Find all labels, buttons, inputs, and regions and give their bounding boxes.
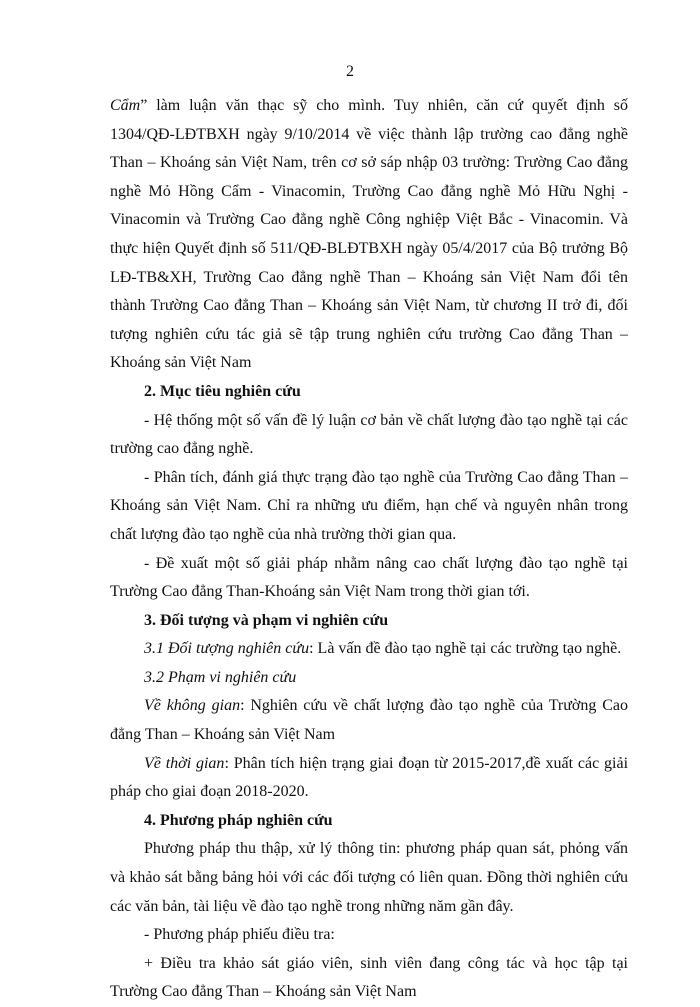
method-item-1: Phương pháp thu thập, xử lý thông tin: phương pháp quan sát, phỏng vấn và khảo sát bằng bảng hỏi với các đối tượng có liên quan. Đồng thời nghiên cứu các văn bản, tài liệu về đào tạo nghề trong những năm gần đây. (110, 840, 628, 915)
body-text (110, 92, 628, 1007)
italic-lead: Cẩm (110, 97, 141, 114)
section-4-heading: 4. Phương pháp nghiên cứu (144, 811, 333, 829)
scope-space-text: : Nghiên cứu về chất lượng đào tạo nghề của Trường Cao đẳng Than – Khoáng sản Việt Nam (110, 697, 629, 744)
section-2-heading: 2. Mục tiêu nghiên cứu (144, 382, 301, 400)
objective-item-2: - Phân tích, đánh giá thực trạng đào tạo nghề của Trường Cao đẳng Than – Khoáng sản Việt Nam. Chỉ ra những ưu điểm, hạn chế và nguyên nhân trong chất lượng đào tạo nghề của nhà trường thời gian qua. (110, 468, 628, 543)
scope-time-text: : Phân tích hiện trạng giai đoạn từ 2015-2017,đề xuất các giải pháp cho giai đoạn 2018-2020. (110, 754, 629, 801)
intro-text: ” làm luận văn thạc sỹ cho mình. Tuy nhiên, căn cứ quyết định số 1304/QĐ-LĐTBXH ngày 9/10/2014 về việc thành lập trường cao đẳng nghề Than – Khoáng sản Việt Nam, trên cơ sở sáp nhập 03 trường: Trường Cao đẳng nghề Mỏ Hồng Cẩm - Vinacomin, Trường Cao đẳng nghề Mỏ Hữu Nghị - Vinacomin và Trường Cao đẳng nghề Công nghiệp Việt Bắc - Vinacomin. Và thực hiện Quyết định số 511/QĐ-BLĐTBXH ngày 05/4/2017 của Bộ trưởng Bộ LĐ-TB&XH, Trường Cao đẳng nghề Than – Khoáng sản Việt Nam đổi tên thành Trường Cao đẳng Than – Khoáng sản Việt Nam, từ chương II trở đi, đối tượng nghiên cứu tác giả sẽ tập trung nghiên cứu trường Cao đẳng Than – Khoáng sản Việt Nam (110, 97, 628, 372)
subsection-3-1-label: 3.1 Đối tượng nghiên cứu (144, 640, 310, 658)
scope-time-label: Về thời gian (144, 754, 225, 772)
scope-time (110, 750, 628, 807)
subsection-3-1-text: : Là vấn đề đào tạo nghề tại các trường tạo nghề. (309, 640, 622, 658)
objective-item-3: - Đề xuất một số giải pháp nhằm nâng cao chất lượng đào tạo nghề tại Trường Cao đẳng Than-Khoáng sản Việt Nam trong thời gian tới. (110, 554, 628, 601)
scope-space-label: Về không gian (144, 697, 241, 715)
page-number: 2 (346, 63, 354, 80)
method-item-2: - Phương pháp phiếu điều tra: (144, 926, 335, 944)
section-3-heading: 3. Đối tượng và phạm vi nghiên cứu (144, 611, 389, 629)
subsection-3-2-heading: 3.2 Phạm vi nghiên cứu (144, 668, 297, 686)
objective-item-1: - Hệ thống một số vấn đề lý luận cơ bản về chất lượng đào tạo nghề tại các trường cao đẳng nghề. (110, 411, 628, 458)
paragraph-intro (110, 92, 628, 378)
method-item-3: + Điều tra khảo sát giáo viên, sinh viên đang công tác và học tập tại Trường Cao đẳng Than – Khoáng sản Việt Nam (110, 954, 628, 1001)
subsection-3-1 (110, 635, 628, 664)
scope-space (110, 692, 628, 749)
